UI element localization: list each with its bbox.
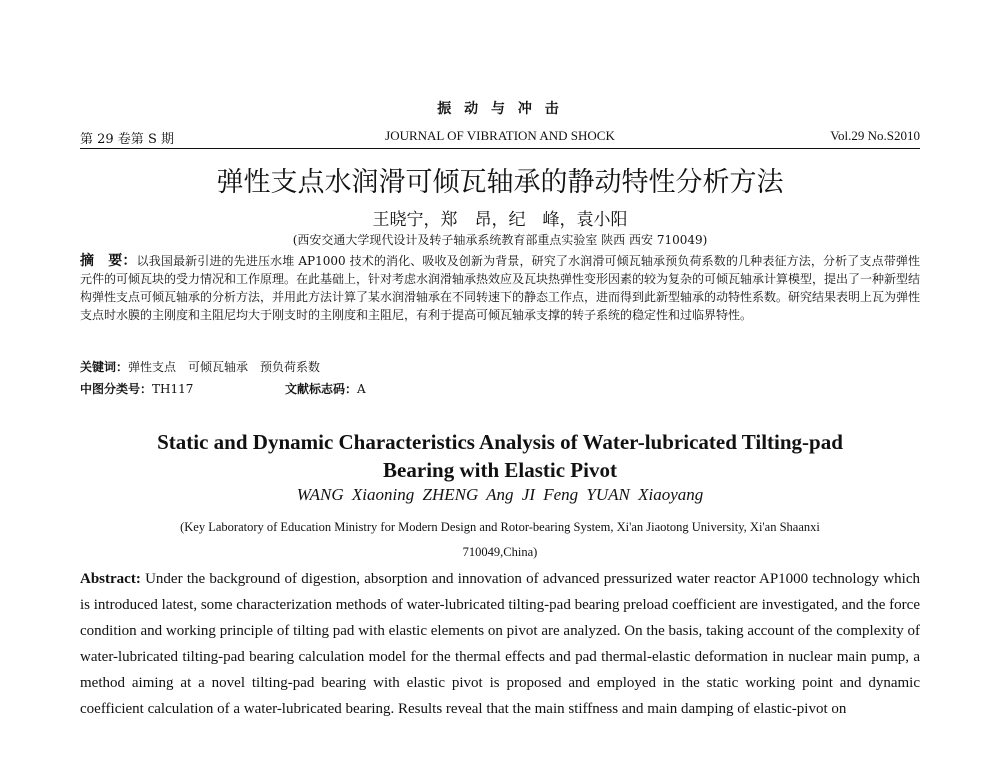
keywords-cn <box>80 358 920 375</box>
keywords-text: 弹性支点 可倾瓦轴承 预负荷系数 <box>128 360 321 374</box>
running-header <box>80 128 920 149</box>
authors-cn: 王晓宁，郑 昂，纪 峰，袁小阳 <box>372 210 628 230</box>
abstract-cn-label: 摘 要： <box>80 253 137 269</box>
classification-row <box>80 380 920 397</box>
doc-label: 文献标志码： <box>285 382 358 396</box>
affiliation-en-line-1: (Key Laboratory of Education Ministry for Modern Design and Rotor-bearing System, Xi'an Jiaotong University, Xi'an Shaanxi <box>180 520 820 534</box>
title-en-line-1: Static and Dynamic Characteristics Analysis of Water-lubricated Tilting-pad <box>157 430 843 454</box>
title-en-line-2: Bearing with Elastic Pivot <box>383 458 617 482</box>
journal-name-en: JOURNAL OF VIBRATION AND SHOCK <box>385 128 615 143</box>
doc-value: A <box>357 382 366 396</box>
abstract-cn <box>80 252 920 324</box>
abstract-en-label: Abstract: <box>80 571 141 587</box>
issue-label: 第 29 卷第 S 期 <box>80 132 174 147</box>
affiliation-en <box>40 515 960 565</box>
paper-title-cn: 弹性支点水润滑可倾瓦轴承的静动特性分析方法 <box>216 167 784 198</box>
doc-code <box>285 380 366 397</box>
affiliation-cn: (西安交通大学现代设计及转子轴承系统教育部重点实验室 陕西 西安 710049) <box>292 233 708 247</box>
keywords-label: 关键词： <box>80 360 129 374</box>
journal-name-cn: 振 动 与 冲 击 <box>437 101 563 117</box>
class-label: 中图分类号： <box>80 382 153 396</box>
abstract-en-text: Under the background of digestion, absorption and innovation of advanced pressurized water reactor AP1000 technology which is introduced latest, some characterization methods of water-lubricated tilting-pad bearing preload coefficient are investigated, and the force condition and working principle of tilting pad with elastic elements on pivot are analyzed. On the basis, taking account of the complexity of water-lubricated tilting-pad bearing calculation model for the thermal effects and pad thermal-elastic deformation in nuclear main pump, a method aiming at a novel tilting-pad bearing with elastic pivot is proposed and employed in the static working point and dynamic coefficient calculation of a water-lubricated bearing. Results reveal that the main stiffness and main damping of elastic-pivot on <box>80 571 920 717</box>
class-value: TH117 <box>152 382 194 396</box>
authors-en: WANG Xiaoning ZHENG Ang JI Feng YUAN Xiaoyang <box>296 485 704 504</box>
volume-label: Vol.29 No.S2010 <box>830 128 920 143</box>
paper-title-en <box>0 428 1000 484</box>
abstract-en <box>80 566 920 722</box>
abstract-cn-text: 以我国最新引进的先进压水堆 AP1000 技术的消化、吸收及创新为背景，研究了水润滑可倾瓦轴承预负荷系数的几种表征方法，分析了支点带弹性元件的可倾瓦块的受力情况和工作原理。在此基础上，针对考虑水润滑轴承热效应及瓦块热弹性变形因素的较为复杂的可倾瓦轴承计算模型，提出了一种新型结构弹性支点可倾瓦轴承的分析方法，并用此方法计算了某水润滑轴承在不同转速下的静态工作点，进而得到此新型轴承的动特性系数。研究结果表明上瓦为弹性支点时水膜的主刚度和主阻尼均大于刚支时的主刚度和主阻尼，有利于提高可倾瓦轴承支撑的转子系统的稳定性和过临界特性。 <box>80 254 921 322</box>
affiliation-en-line-2: 710049,China) <box>462 545 538 559</box>
